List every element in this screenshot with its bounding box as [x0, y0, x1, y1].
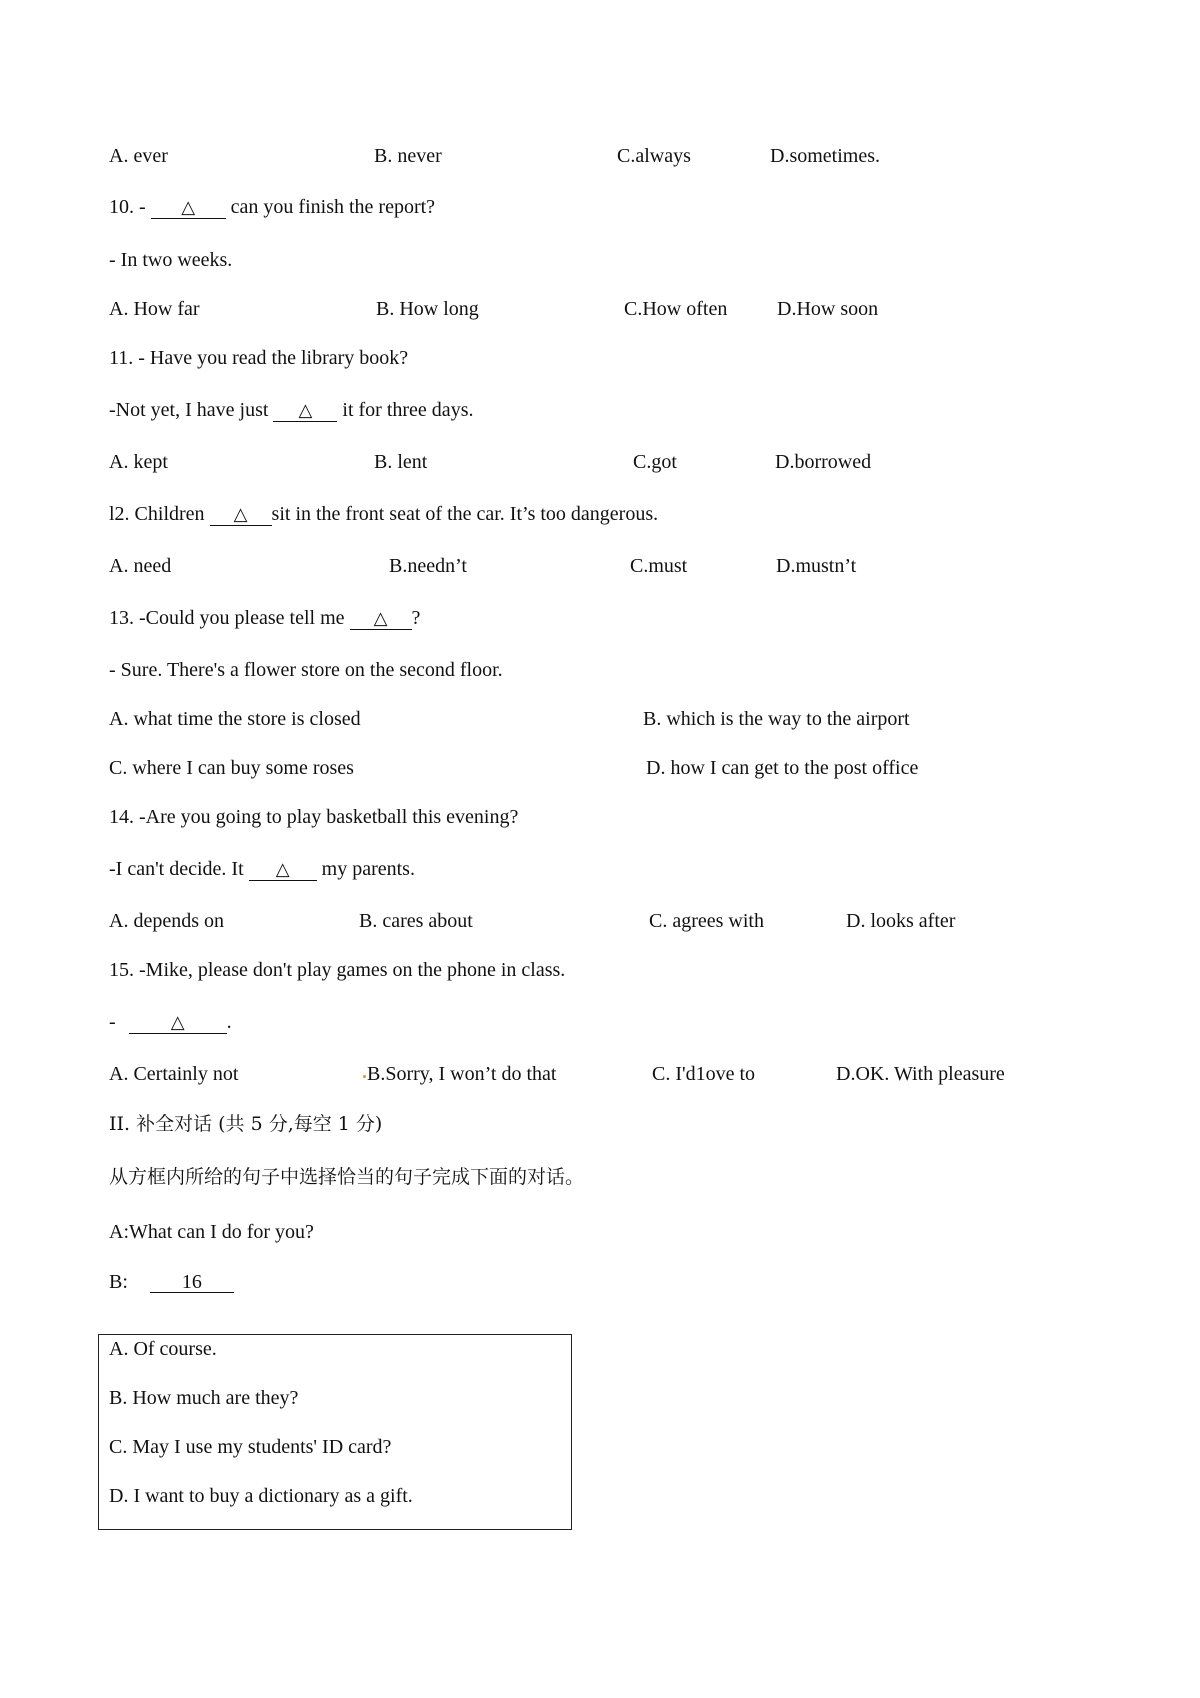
box-option-b: B. How much are they? [109, 1387, 299, 1409]
q11-option-b: B. lent [374, 451, 428, 473]
box-option-d: D. I want to buy a dictionary as a gift. [109, 1485, 413, 1507]
q15-suffix: . [226, 1011, 232, 1033]
q10-option-b: B. How long [376, 298, 479, 320]
answer-blank-16: 16 [150, 1272, 234, 1293]
q14-reply [109, 857, 415, 881]
q15-option-b-text: B.Sorry, I won’t do that [367, 1063, 557, 1085]
q11-question: 11. - Have you read the library book? [109, 347, 409, 369]
q11-suffix: it for three days. [337, 399, 474, 421]
q11-reply [109, 398, 473, 422]
q12-question [109, 502, 658, 526]
q10-option-d: D.How soon [777, 298, 879, 320]
q14-option-d: D. looks after [846, 910, 956, 932]
q14-prefix: -I can't decide. It [109, 858, 249, 880]
dialogue-line-b [109, 1270, 234, 1294]
answer-blank [249, 859, 317, 881]
q12-option-b: B.needn’t [389, 555, 467, 577]
q10-suffix: can you finish the report? [225, 196, 436, 218]
q12-prefix: l2. Children [109, 503, 210, 525]
q11-option-c: C.got [633, 451, 677, 473]
q13-option-c: C. where I can buy some roses [109, 757, 354, 779]
q11-prefix: -Not yet, I have just [109, 399, 274, 421]
stray-dot-mark [363, 1075, 366, 1078]
q9-option-b: B. never [374, 145, 442, 167]
q14-option-a: A. depends on [109, 910, 224, 932]
answer-blank [129, 1012, 227, 1034]
answer-blank [350, 608, 412, 630]
q15-option-b [363, 1062, 556, 1086]
q10-question [109, 195, 435, 219]
triangle-icon: △ [170, 1012, 185, 1033]
q15-prefix: - [109, 1011, 121, 1033]
triangle-icon: △ [181, 197, 196, 218]
q13-option-a: A. what time the store is closed [109, 708, 361, 730]
box-option-a: A. Of course. [109, 1338, 217, 1360]
q13-question [109, 606, 420, 630]
q12-option-a: A. need [109, 555, 172, 577]
q15-reply [109, 1010, 232, 1034]
q14-option-c: C. agrees with [649, 910, 764, 932]
answer-blank [210, 504, 272, 526]
q9-option-c: C.always [617, 145, 691, 167]
q14-option-b: B. cares about [359, 910, 473, 932]
dialogue-b-label: B: [109, 1271, 128, 1293]
answer-blank [273, 400, 337, 422]
q10-option-a: A. How far [109, 298, 200, 320]
dialogue-line-a: A:What can I do for you? [109, 1221, 314, 1243]
q13-option-b: B. which is the way to the airport [643, 708, 910, 730]
q11-option-d: D.borrowed [775, 451, 872, 473]
q10-prefix: 10. - [109, 196, 151, 218]
q10-option-c: C.How often [624, 298, 728, 320]
q13-prefix: 13. -Could you please tell me [109, 607, 350, 629]
section-heading: II. 补全对话 (共 5 分,每空 1 分) [109, 1113, 383, 1135]
q10-reply: - In two weeks. [109, 249, 233, 271]
q11-option-a: A. kept [109, 451, 168, 473]
q15-option-c: C. I'd1ove to [652, 1063, 756, 1085]
q13-reply: - Sure. There's a flower store on the second floor. [109, 659, 503, 681]
box-option-c: C. May I use my students' ID card? [109, 1436, 392, 1458]
triangle-icon: △ [298, 400, 313, 421]
q12-suffix: sit in the front seat of the car. It’s too dangerous. [271, 503, 659, 525]
triangle-icon: △ [233, 504, 248, 525]
q13-option-d: D. how I can get to the post office [646, 757, 919, 779]
triangle-icon: △ [373, 608, 388, 629]
answer-blank [151, 197, 226, 219]
section-instruction: 从方框内所给的句子中选择恰当的句子完成下面的对话。 [109, 1166, 585, 1188]
q9-option-d: D.sometimes. [770, 145, 880, 167]
q14-question: 14. -Are you going to play basketball this evening? [109, 806, 519, 828]
q14-suffix: my parents. [316, 858, 415, 880]
q9-option-a: A. ever [109, 145, 168, 167]
triangle-icon: △ [275, 859, 290, 880]
q15-question: 15. -Mike, please don't play games on the phone in class. [109, 959, 566, 981]
q12-option-c: C.must [630, 555, 688, 577]
q12-option-d: D.mustn’t [776, 555, 857, 577]
q15-option-a: A. Certainly not [109, 1063, 239, 1085]
q15-option-d: D.OK. With pleasure [836, 1063, 1005, 1085]
q13-suffix: ? [411, 607, 421, 629]
